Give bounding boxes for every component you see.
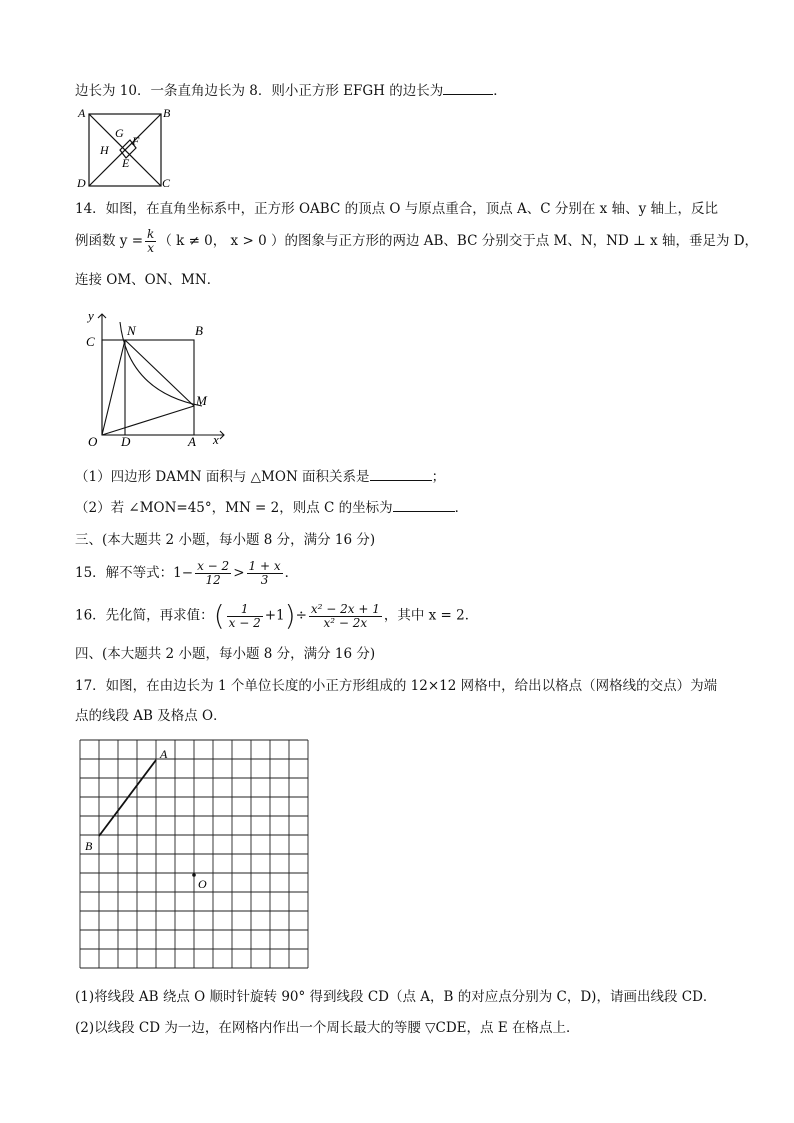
label-A: A [78,106,86,120]
label-A: A [188,434,196,449]
label-H: H [100,143,109,157]
q17-sub2: (2)以线段 CD 为一边，在网格内作出一个周长最大的等腰 ▽CDE，点 E 在格点上． [75,1020,580,1036]
q14-sub1-blank[interactable] [370,468,432,481]
label-O: O [198,877,207,891]
q16-line: 16．先化简，再求值：( $\frac{1}{x - 2}$ +1)÷ $\frac{\text{x² − 2x + 1}}{\text{x² − 2x}}$ ，其中 x = 2． [75,599,479,632]
label-G: G [115,126,124,140]
q14-sub1: （1）四边形 DAMN 面积与 △MON 面积关系是 ； [75,469,446,485]
label-N: N [127,323,136,338]
segment-mn [125,340,194,406]
q17-line-1: 17．如图，在由边长为 1 个单位长度的小正方形组成的 12×12 网格中，给出以格点（网格线的交点）为端 [75,678,718,694]
point-o [192,873,196,877]
q13-answer-blank[interactable] [443,82,493,95]
q14-line-2: 例函数 y = $\frac{k}{x}$ （ k ≠ 0， x > 0 ）的图象与正方形的两边 AB、BC 分别交于点 M、N，ND ⊥ x 轴，垂足为 D， [75,227,759,255]
grid-lines [80,740,308,968]
label-x: x [213,432,219,447]
label-C: C [86,334,95,349]
section-3-heading: 三、(本大题共 2 小题，每小题 8 分，满分 16 分) [75,532,376,548]
label-C: C [162,176,171,190]
label-B: B [195,323,203,338]
q14-line-1: 14．如图，在直角坐标系中，正方形 OABC 的顶点 O 与原点重合，顶点 A、C 分别在 x 轴、y 轴上，反比 [75,201,719,217]
q17-line-2: 点的线段 AB 及格点 O． [75,708,227,724]
fraction-k-over-x: $\frac{k}{x}$ [147,227,155,255]
label-A: A [160,747,168,761]
label-y: y [88,308,94,323]
label-F: F [132,134,140,148]
segment-on [102,340,125,435]
q14-sub2-blank[interactable] [393,499,455,512]
q16-fraction-2: $\frac{\text{x² − 2x + 1}}{\text{x² − 2x}}$ [310,601,380,630]
figure-13-square [72,104,182,190]
q13-tail-line: 边长为 10．一条直角边长为 8．则小正方形 EFGH 的边长为 ． [75,83,507,99]
label-D: D [121,434,131,449]
grid-12x12 [78,738,318,978]
section-4-heading: 四、(本大题共 2 小题，每小题 8 分，满分 16 分) [75,646,376,662]
left-paren: ( [213,599,225,632]
q16-fraction-1: $\frac{1}{x - 2}$ [228,601,261,630]
q14-line-3: 连接 OM、ON、MN． [75,272,221,288]
q15-fraction-2: $\frac{1 + x}{3}$ [248,559,281,587]
label-D: D [77,176,86,190]
q15-fraction-1: $\frac{x - 2}{12}$ [197,559,230,587]
label-B: B [85,839,93,853]
label-B: B [163,106,171,120]
q17-sub1: (1)将线段 AB 绕点 O 顺时针旋转 90° 得到线段 CD（点 A，B 的对应点分别为 C，D)，请画出线段 CD． [75,989,717,1005]
label-M: M [196,393,207,408]
segment-om [102,406,194,435]
label-E: E [122,156,130,170]
q13-tail-text: 边长为 10．一条直角边长为 8．则小正方形 EFGH 的边长为 [75,83,444,99]
label-O: O [88,434,98,449]
right-paren: ) [284,599,296,632]
q14-sub2: （2）若 ∠MON=45°，MN = 2，则点 C 的坐标为 ． [75,500,469,516]
q15-line: 15．解不等式：1− $\frac{x - 2}{12}$ > $\frac{1 + x}{3}$ ． [75,559,299,587]
segment-ab [99,760,156,836]
figure-14-coordinate [80,302,230,450]
